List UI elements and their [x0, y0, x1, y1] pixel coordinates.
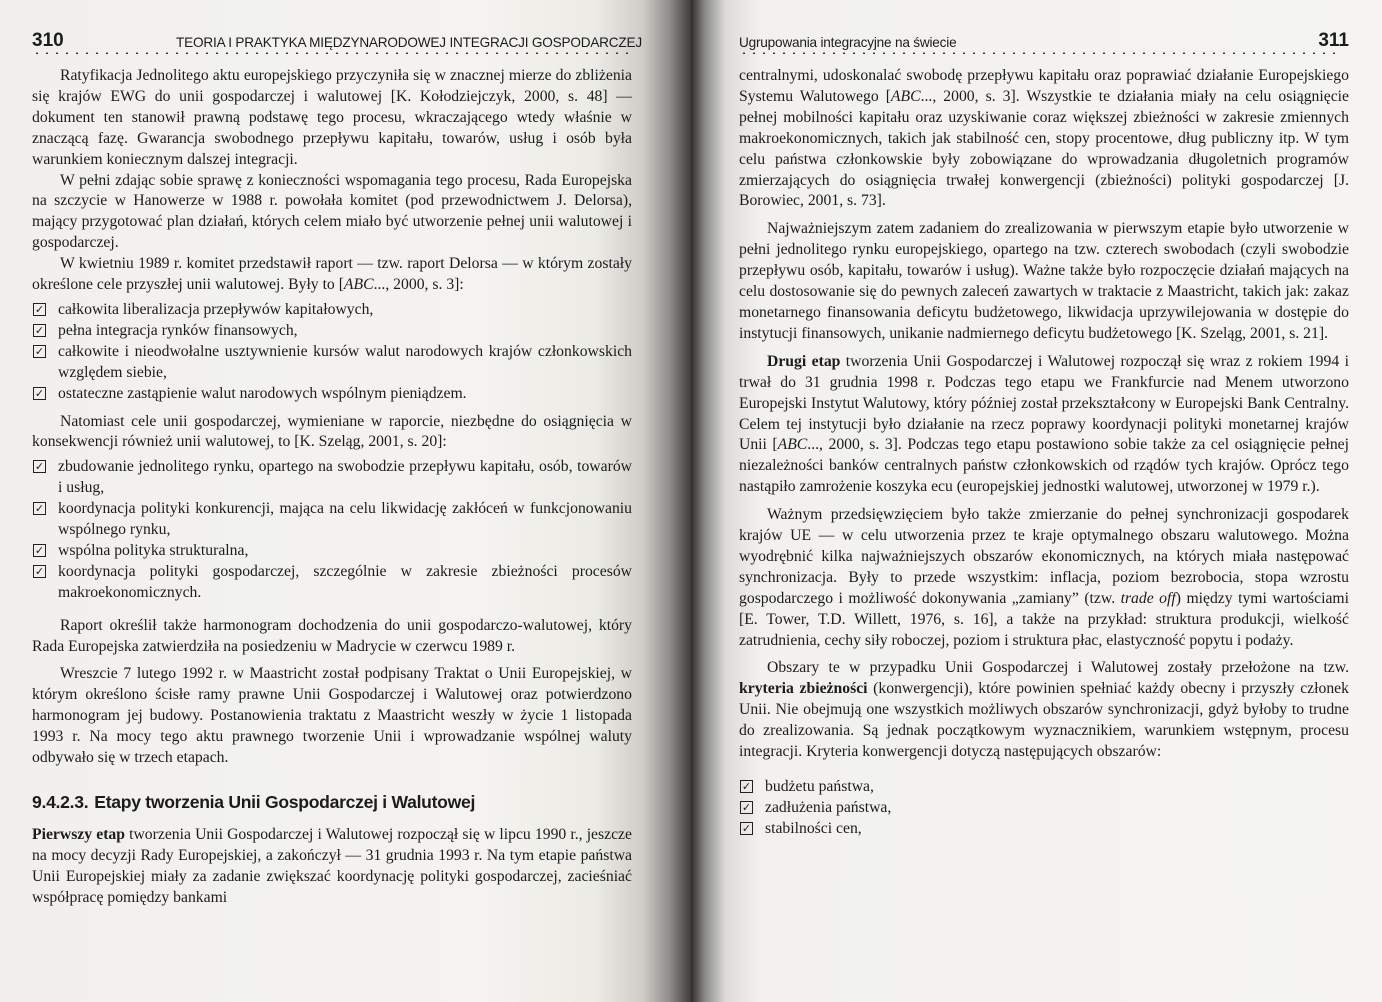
running-title: Ugrupowania integracyjne na świecie: [739, 35, 957, 50]
paragraph: Raport określił także harmonogram dochodzenia do unii gospodarczo-walutowej, który Rada Europejska zatwierdziła na posiedzeniu w Madrycie w czerwcu 1989 r.: [32, 616, 632, 655]
list-item: ✓ ostateczne zastąpienie walut narodowych wspólnym pieniądzem.: [34, 384, 467, 402]
checkbox-icon: ✓: [34, 564, 45, 578]
list-item: ✓ zbudowanie jednolitego rynku, opartego na swobodzie przepływu kapitału, osób, towarów i usług,: [34, 458, 632, 497]
checklist: [739, 777, 1349, 840]
right-page: [691, 0, 1382, 1002]
list-item: ✓ koordynacja polityki gospodarczej, szczególnie w zakresie zbieżności procesów makroekonomicznych.: [34, 562, 632, 601]
running-title: TEORIA I PRAKTYKA MIĘDZYNARODOWEJ INTEGRACJI GOSPODARCZEJ: [176, 35, 642, 50]
list-item: ✓ wspólna polityka strukturalna,: [34, 541, 249, 559]
list-item: ✓ całkowita liberalizacja przepływów kapitałowych,: [34, 300, 374, 318]
checkbox-icon: ✓: [741, 800, 752, 814]
checkbox-icon: ✓: [34, 323, 45, 337]
paragraph: Wreszcie 7 lutego 1992 r. w Maastricht został podpisany Traktat o Unii Europejskiej, w którym określono ścisłe ramy prawne Unii Gospodarczej i Walutowej oraz potwierdzono harmonogram jej budowy. Postanowienia traktatu z Maastricht weszły w życie 1 listopada 1993 r. Na mocy tego aktu prawnego tworzenie Unii i wprowadzanie wspólnej waluty odbywało się w trzech etapach.: [32, 665, 632, 767]
checkbox-icon: ✓: [34, 344, 45, 358]
header-divider: [32, 52, 632, 54]
paragraph: Najważniejszym zatem zadaniem do zrealizowania w pierwszym etapie było utworzenie w pełni jednolitego rynku europejskiego, opartego na tzw. czterech swobodach (czyli swobodzie przepływu osób, kapitału, towarów i usług). Ważne także było rozpoczęcie działań mających na celu dostosowanie się do pewnych zaleceń zawartych w traktacie z Maastricht, takich jak: zakaz monetarnego finansowania deficytu budżetowego, likwidacja uprzywilejowania w dostępie do instytucji finansowych, unikanie nadmiernego deficytu budżetowego [K. Szeląg, 2001, s. 21].: [739, 220, 1349, 342]
checkbox-icon: ✓: [34, 502, 45, 516]
paragraph: Pierwszy etap tworzenia Unii Gospodarczej i Walutowej rozpoczął się w lipcu 1990 r., jeszcze na mocy decyzji Rady Europejskiej, a zakończył — 31 grudnia 1993 r. Na tym etapie państwa Unii Europejskiej miały za zadanie zwiększać koordynację polityki gospodarczej, zacieśniać współpracę pomiędzy bankami: [32, 826, 632, 906]
paragraph: Drugi etap tworzenia Unii Gospodarczej i Walutowej rozpoczął się wraz z rokiem 1994 i trwał do 31 grudnia 1998 r. Podczas tego etapu we Frankfurcie nad Menem utworzono Europejski Instytut Walutowy, który później został przekształcony w Europejski Bank Centralny. Celem tej instytucji było działanie na rzecz poprawy koordynacji polityki monetarnej krajów Unii [ABC..., 2000, s. 3]. Podczas tego etapu postawiono sobie także za cel osiągnięcie pełnej niezależności banków centralnych państw członkowskich od rządów tych krajów. Oprócz tego nastąpiło zamrożenie koszyka ecu (europejskiej jednostki walutowej, utworzonej w 1979 r.).: [739, 352, 1349, 496]
left-page-header: [32, 26, 642, 52]
list-item: ✓ zadłużenia państwa,: [741, 798, 892, 816]
header-divider: [739, 52, 1339, 54]
checkbox-icon: ✓: [741, 780, 752, 793]
checklist: [32, 457, 632, 603]
paragraph: Ważnym przedsięwzięciem było także zmierzanie do pełnej synchronizacji gospodarek krajów UE — w celu utworzenia przez te kraje optymalnego obszaru walutowego. Można wyodrębnić kilka najważniejszych obszarów ekonomicznych, na których miała następować synchronizacja. Były to przede wszystkim: inflacja, poziom bezrobocia, stopa wzrostu gospodarczego i możliwość dokonywania „zamiany” (tzw. trade off) między tymi wartościami [E. Tower, T.D. Willett, 1976, s. 16], a także na przykład: struktura produkcji, wielkość zatrudnienia, cechy siły roboczej, poziom i struktura płac, elastyczność popytu i podaży.: [739, 506, 1349, 649]
checklist: [32, 300, 632, 405]
checkbox-icon: ✓: [741, 821, 752, 835]
list-item: ✓ budżetu państwa,: [741, 778, 874, 795]
checkbox-icon: ✓: [34, 302, 45, 316]
left-page-text: [32, 66, 632, 909]
section-number: 9.4.2.3.: [32, 792, 89, 812]
checkbox-icon: ✓: [34, 460, 45, 474]
paragraph: Obszary te w przypadku Unii Gospodarczej i Walutowej zostały przełożone na tzw. kryteria zbieżności (konwergencji), które powinien spełniać każdy obecny i przyszły członek Unii. Nie obejmują one wszystkich możliwych obszarów synchronizacji, gdyż byłoby to trudne do zrealizowania. Są jednak początkowym wyznacznikiem, warunkiem wstępnym, procesu integracji. Kryteria konwergencji dotyczą następujących obszarów:: [739, 659, 1349, 761]
paragraph: Ratyfikacja Jednolitego aktu europejskiego przyczyniła się w znacznej mierze do zbliżenia się krajów EWG do unii gospodarczej i walutowej [K. Kołodziejczyk, 2000, s. 48] — dokument ten stanowił prawną podstawę tego procesu, wkraczającego wtedy właśnie w znaczącą fazę. Gwarancja swobodnego przepływu kapitału, towarów, usług i osób była warunkiem koniecznym dalszej integracji.: [32, 67, 632, 168]
list-item: ✓ stabilności cen,: [741, 819, 862, 837]
paragraph: centralnymi, udoskonalać swobodę przepływu kapitału oraz poprawiać działanie Europejskiego Systemu Walutowego [ABC..., 2000, s. 3]. Wszystkie te działania miały na celu osiągnięcie pełnej mobilności kapitału oraz uzyskiwanie coraz większej zbieżności w zakresie zmiennych makroekonomicznych, takich jak stabilność cen, stopy procentowe, dług publiczny itp. W tym celu państwa członkowskie były zobowiązane do wprowadzania długoletnich programów zmierzających do osiągnięcia trwałej konwergencji (zbieżności) polityki gospodarczej [J. Borowiec, 2001, s. 73].: [739, 67, 1349, 210]
checkbox-icon: ✓: [34, 386, 45, 400]
page-number: 310: [32, 30, 64, 51]
paragraph: W kwietniu 1989 r. komitet przedstawił raport — tzw. raport Delorsa — w którym zostały określone cele przyszłej unii walutowej. Były to [ABC..., 2000, s. 3]:: [32, 255, 632, 294]
list-item: ✓ koordynacja polityki konkurencji, mająca na celu likwidację zakłóceń w funkcjonowaniu wspólnego rynku,: [34, 500, 632, 539]
page-number: 311: [1318, 30, 1349, 51]
right-page-header: [739, 26, 1349, 52]
list-item: ✓ pełna integracja rynków finansowych,: [34, 321, 298, 339]
checkbox-icon: ✓: [34, 543, 45, 557]
right-page-text: [739, 66, 1349, 846]
paragraph: W pełni zdając sobie sprawę z konieczności wspomagania tego procesu, Rada Europejska na szczycie w Hanowerze w 1988 r. powołała komitet (pod przewodnictwem J. Delorsa), mający przygotować plan działań, których celem miało być utworzenie pełnej unii walutowej i gospodarczej.: [32, 171, 632, 252]
section-title: Etapy tworzenia Unii Gospodarczej i Walutowej: [94, 792, 476, 812]
paragraph: Natomiast cele unii gospodarczej, wymieniane w raporcie, niezbędne do osiągnięcia w konsekwencji również unii walutowej, to [K. Szeląg, 2001, s. 20]:: [32, 412, 632, 451]
list-item: ✓ całkowite i nieodwołalne usztywnienie kursów walut narodowych krajów członkowskich względem siebie,: [34, 342, 632, 381]
section-heading: [32, 791, 632, 813]
